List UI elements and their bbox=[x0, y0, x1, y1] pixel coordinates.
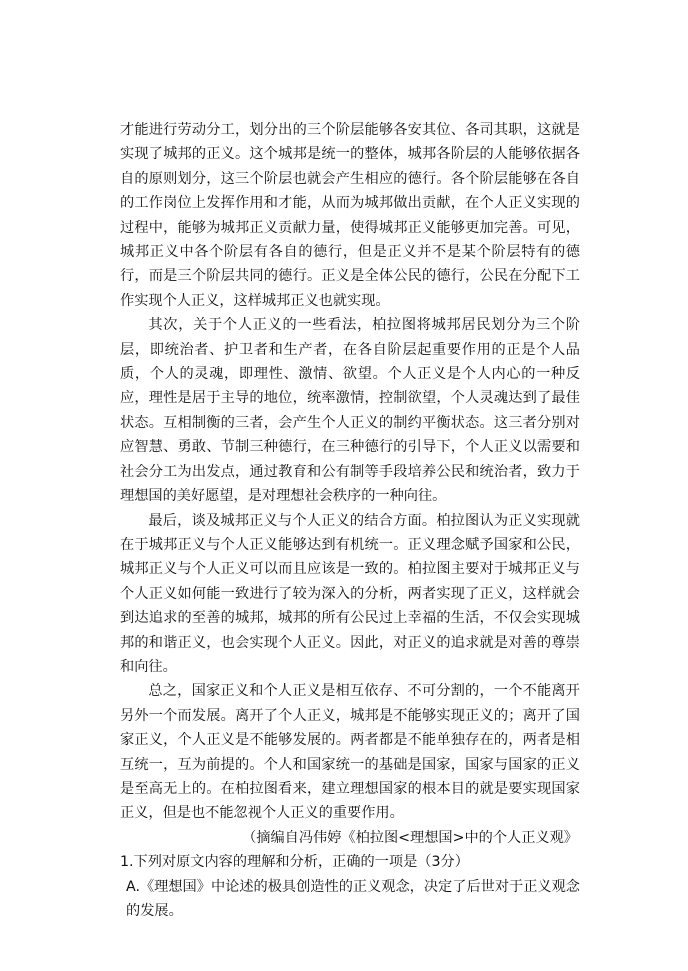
article-paragraph-2: 其次，关于个人正义的一些看法，柏拉图将城邦居民划分为三个阶层，即统治者、护卫者和生产者，在各自阶层起重要作用的正是个人品质，个人的灵魂，即理性、激情、欲望。个人正义是个人内心的一种反应，理性是居于主导的地位，统率激情，控制欲望，个人灵魂达到了最佳状态。互相制衡的三者，会产生个人正义的制约平衡状态。这三者分别对应智慧、勇敢、节制三种德行，在三种德行的引导下，个人正义以需要和社会分工为出发点，通过教育和公有制等手段培养公民和统治者，致力于理想国的美好愿望，是对理想社会秩序的一种向往。 bbox=[120, 317, 580, 505]
question-option-a: A.《理想国》中论述的极具创造性的正义观念，决定了后世对于正义观念的发展。 bbox=[126, 878, 580, 919]
article-paragraph-1: 才能进行劳动分工，划分出的三个阶层能够各安其位、各司其职，这就是实现了城邦的正义。这个城邦是统一的整体，城邦各阶层的人能够依据各自的原则划分，这三个阶层也就会产生相应的德行。各个阶层能够在各自的工作岗位上发挥作用和才能，从而为城邦做出贡献，在个人正义实现的过程中，能够为城邦正义贡献力量，使得城邦正义能够更加完善。可见，城邦正义中各个阶层有各自的德行，但是正义并不是某个阶层特有的德行，而是三个阶层共同的德行。正义是全体公民的德行，公民在分配下工作实现个人正义，这样城邦正义也就实现。 bbox=[120, 122, 580, 309]
document-body bbox=[120, 118, 580, 923]
article-source: （摘编自冯伟婷《柏拉图<理想国>中的个人正义观》 bbox=[242, 829, 578, 846]
article-paragraph-4: 总之，国家正义和个人正义是相互依存、不可分割的，一个不能离开另外一个而发展。离开了个人正义，城邦是不能够实现正义的；离开了国家正义，个人正义是不能够发展的。两者都是不能单独存在的，两者是相互统一，互为前提的。个人和国家统一的基础是国家，国家与国家的正义是至高无上的。在柏拉图看来，建立理想国家的根本目的就是要实现国家正义，但是也不能忽视个人正义的重要作用。 bbox=[120, 683, 580, 822]
article-paragraph-3: 最后，谈及城邦正义与个人正义的结合方面。柏拉图认为正义实现就在于城邦正义与个人正义能够达到有机统一。正义理念赋予国家和公民，城邦正义与个人正义可以而且应该是一致的。柏拉图主要对于城邦正义与个人正义如何能一致进行了较为深入的分析，两者实现了正义，这样就会到达追求的至善的城邦，城邦的所有公民过上幸福的生活，不仅会实现城邦的和谐正义，也会实现个人正义。因此，对正义的追求就是对善的尊崇和向往。 bbox=[120, 512, 580, 675]
question-stem: 1.下列对原文内容的理解和分析，正确的一项是（3分） bbox=[120, 854, 469, 871]
